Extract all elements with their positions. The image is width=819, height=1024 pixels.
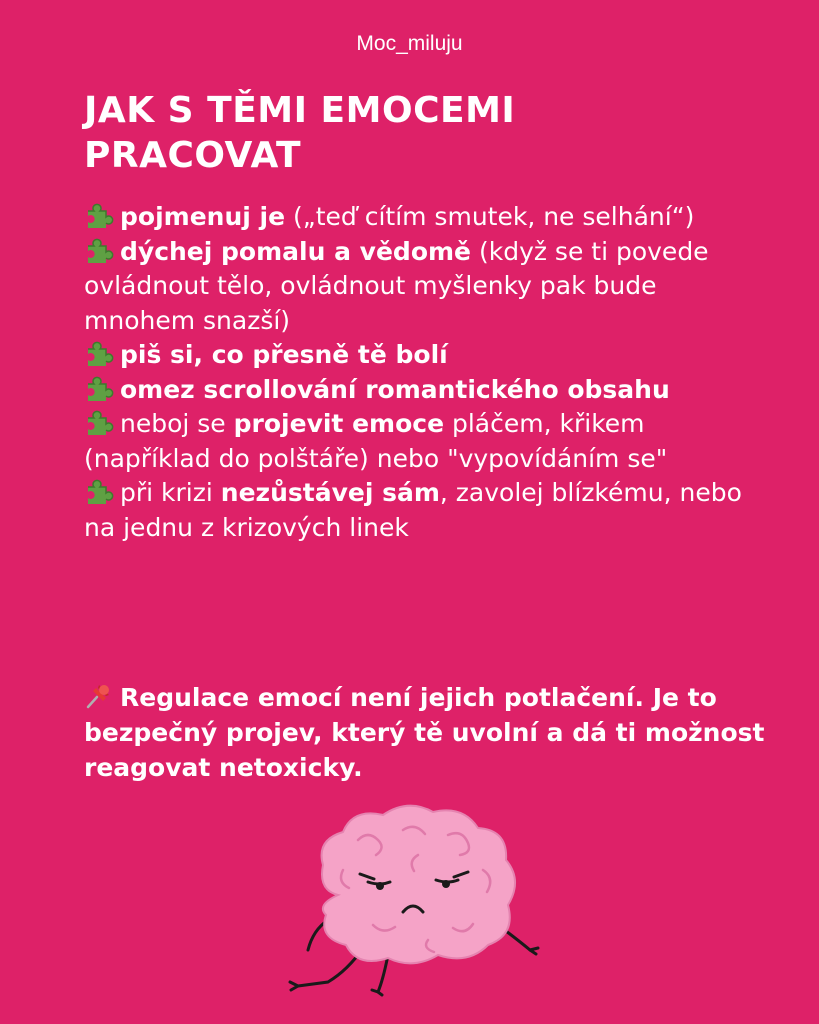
tip-bold: omez scrollování romantického obsahu (120, 374, 670, 404)
list-item (84, 200, 774, 235)
list-item (84, 407, 774, 476)
tips-list (84, 200, 774, 545)
tip-text: („teď cítím smutek, ne selhání“) (285, 202, 695, 231)
title-line-1: JAK S TĚMI EMOCEMI (84, 90, 516, 131)
pushpin-icon (84, 680, 114, 710)
tip-bold: dýchej pomalu a vědomě (120, 236, 472, 266)
puzzle-piece-icon (84, 374, 114, 402)
list-item (84, 235, 774, 339)
tip-text: pláčem, křikem (například do polštáře) nebo "vypovídáním se" (84, 409, 668, 473)
tip-prefix: neboj se (120, 409, 234, 438)
note-text: Regulace emocí není jejich potlačení. Je to bezpečný projev, který tě uvolní a dá ti možnost reagovat netoxicky. (84, 683, 765, 782)
list-item (84, 373, 774, 408)
tip-bold: piš si, co přesně tě bolí (120, 340, 448, 369)
puzzle-piece-icon (84, 477, 114, 505)
puzzle-piece-icon (84, 339, 114, 367)
puzzle-piece-icon (84, 408, 114, 436)
sad-brain-illustration (268, 800, 558, 1000)
title-line-2: PRACOVAT (84, 135, 302, 176)
account-handle: Moc_miluju (356, 32, 463, 55)
tip-bold: nezůstávej sám (220, 478, 440, 507)
list-item (84, 338, 774, 373)
summary-note (84, 680, 774, 785)
tip-bold: pojmenuj je (120, 202, 286, 231)
puzzle-piece-icon (84, 236, 114, 264)
list-item (84, 476, 774, 545)
tip-bold: projevit emoce (233, 409, 445, 438)
tip-text: , zavolej blízkému, nebo na jednu z krizových linek (84, 478, 742, 542)
tip-prefix: při krizi (120, 478, 221, 507)
page-title (84, 88, 764, 178)
tip-text: (když se ti povede ovládnout tělo, ovládnout myšlenky pak bude mnohem snazší) (84, 236, 709, 335)
puzzle-piece-icon (84, 201, 114, 229)
